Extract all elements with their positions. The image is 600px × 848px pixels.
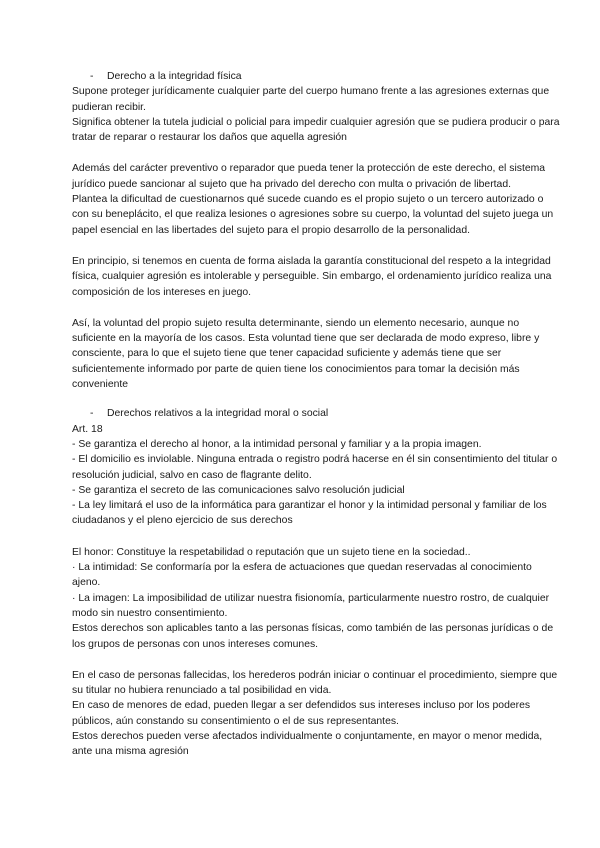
paragraph: Además del carácter preventivo o reparador que pueda tener la protección de este derecho, el sistema jurídico puede sancionar al sujeto que ha privado del derecho con multa o privación de libertad. [72,163,546,190]
paragraph: Así, la voluntad del propio sujeto resulta determinante, siendo un elemento necesario, aunque no suficiente en la mayoría de los casos. Esta voluntad tiene que ser declarada de modo expreso, libre y consciente, para lo que el sujeto tiene que tener capacidad suficiente y además tiene que ser suficientemente informado por parte de quien tiene los conocimientos para tomar la decisión más conveniente [72,317,540,391]
list-item: - El domicilio es inviolable. Ninguna entrada o registro podrá hacerse en él sin consentimiento del titular o resolución judicial, salvo en caso de flagrante delito. [72,454,558,481]
paragraph: En caso de menores de edad, pueden llegar a ser defendidos sus intereses incluso por los poderes públicos, aún constando su consentimiento o el de sus representantes. [72,700,531,727]
list-item: - Se garantiza el derecho al honor, a la intimidad personal y familiar y a la propia imagen. [72,438,482,450]
heading-text: Derechos relativos a la integridad moral o social [107,408,329,420]
section-heading-integridad-fisica [72,69,560,84]
paragraph: Estos derechos son aplicables tanto a las personas físicas, como también de las personas jurídicas o de los grupos de personas con unos intereses comunes. [72,623,554,650]
paragraph: Significa obtener la tutela judicial o policial para impedir cualquier agresión que se pudiera producir o para tratar de reparar o restaurar los daños que aquella agresión [72,116,560,144]
heading-text: Derecho a la integridad física [107,71,242,82]
list-item: - Se garantiza el secreto de las comunicaciones salvo resolución judicial [72,484,405,496]
definition-honor: El honor: Constituye la respetabilidad o reputación que un sujeto tiene en la sociedad.. [72,546,471,558]
paragraph: En principio, si tenemos en cuenta de forma aislada la garantía constitucional del respeto a la integridad física, cualquier agresión es intolerable y perseguible. Sin embargo, el ordenamiento jurídico realiza una composición de los intereses en juego. [72,255,552,298]
paragraph: Supone proteger jurídicamente cualquier parte del cuerpo humano frente a las agresiones externas que pudieran recibir. [72,86,550,113]
paragraph: En el caso de personas fallecidas, los herederos podrán iniciar o continuar el procedimiento, siempre que su titular no hubiera renunciado a tal posibilidad en vida. [72,669,558,697]
bullet-dash: - [90,71,94,82]
bullet-dash: - [90,408,94,420]
list-item: - La ley limitará el uso de la informática para garantizar el honor y la intimidad personal y familiar de los ciudadanos y el pleno ejercicio de sus derechos [72,500,547,527]
definition-intimidad: · La intimidad: Se conformaría por la esfera de actuaciones que quedan reservadas al conocimiento ajeno. [72,562,532,589]
definition-imagen: · La imagen: La imposibilidad de utilizar nuestra fisionomía, particularmente nuestro rostro, de cualquier modo sin nuestro consentimiento. [72,592,550,619]
article-label: Art. 18 [72,423,103,435]
paragraph: Plantea la dificultad de cuestionarnos qué sucede cuando es el propio sujeto o un tercero autorizado o con su beneplácito, el que realiza lesiones o agresiones sobre su cuerpo, la voluntad del sujeto juega un papel esencial en las libertades del sujeto para el propio desarrollo de la personalidad. [72,194,554,236]
paragraph: Estos derechos pueden verse afectados individualmente o conjuntamente, en mayor o menor medida, ante una misma agresión [72,730,543,758]
section-heading-integridad-moral [72,406,560,421]
